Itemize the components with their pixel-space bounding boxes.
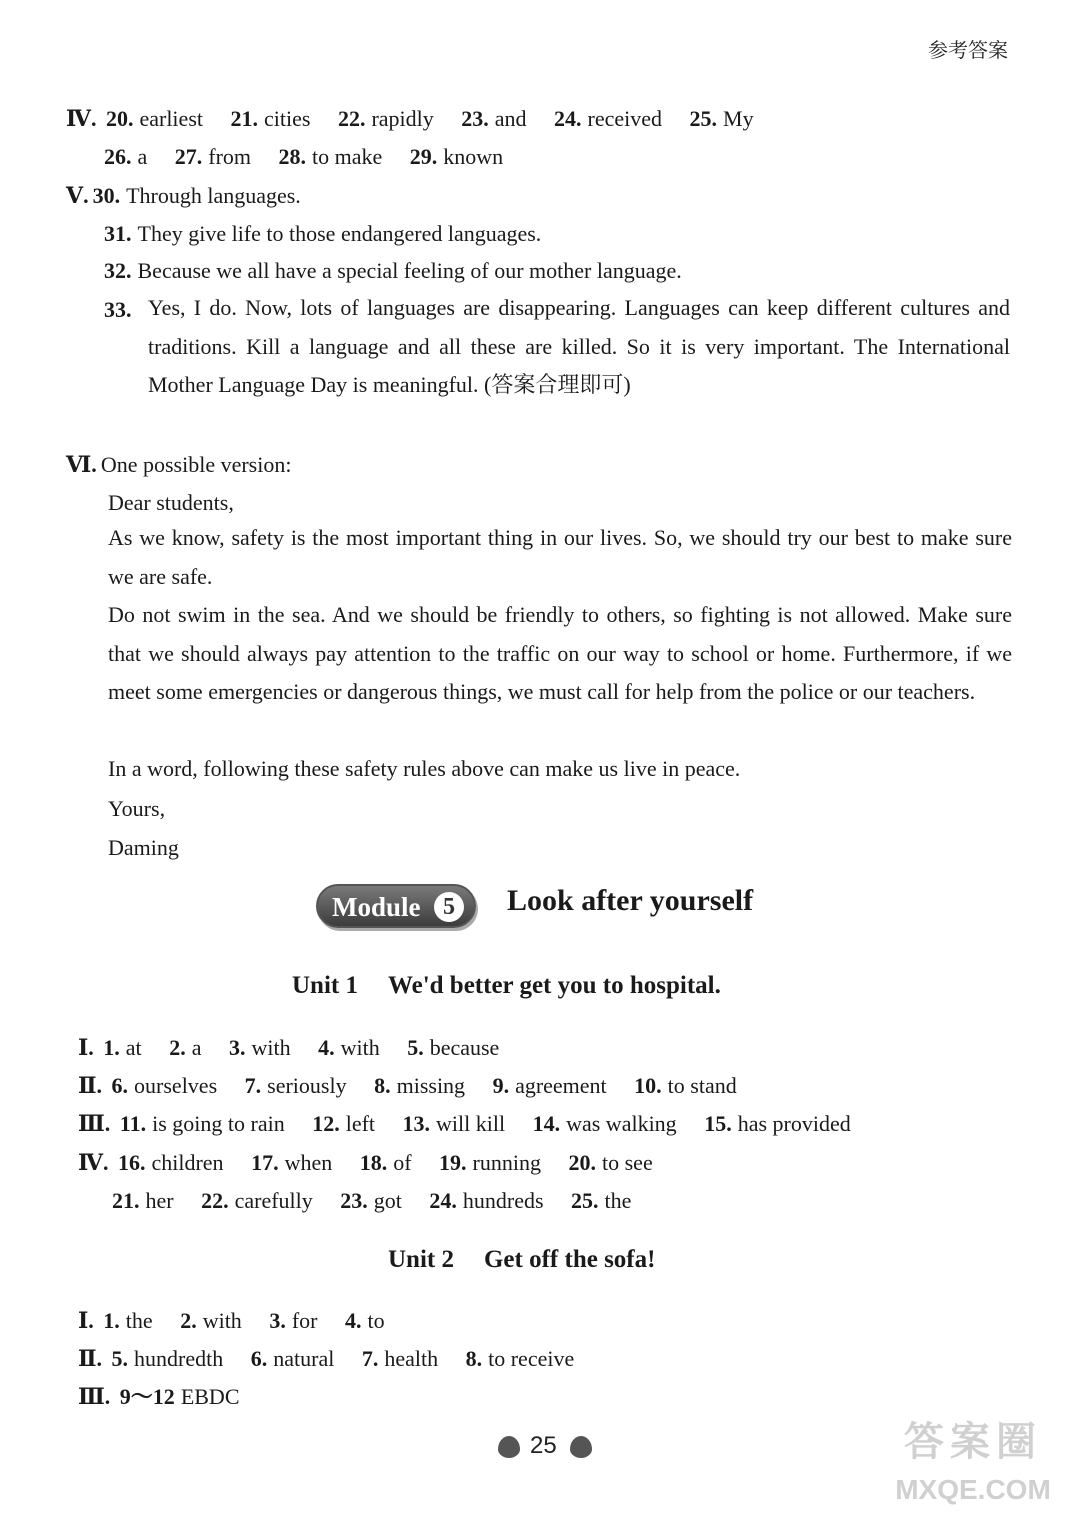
- section-4-line-2: [104, 144, 503, 170]
- section-6-intro: Ⅵ. One possible version:: [66, 452, 292, 477]
- unit-1-section-4-cont: 21. her 22. carefully 23. got 24. hundreds 25. the: [112, 1188, 632, 1213]
- roman-numeral: Ⅳ.: [66, 106, 97, 131]
- section-5-q31: 31. They give life to those endangered languages.: [104, 221, 542, 246]
- unit-title-text: Get off the sofa!: [483, 1246, 656, 1273]
- unit-2-section-1: Ⅰ. 1. the 2. with 3. for 4. to: [78, 1308, 385, 1333]
- page-number-text: 25: [530, 1432, 557, 1459]
- leaf-right-icon: [570, 1436, 592, 1458]
- letter-paragraph-2: Do not swim in the sea. And we should be friendly to others, so fighting is not allowed. Make sure that we should always pay attention to the traffic on our way to school or home. Furthermore, if we meet some emergencies or dangerous things, we must call for help from the police or our teachers.: [108, 602, 1012, 704]
- section-4-line-1: [66, 106, 754, 132]
- letter-paragraph-3: In a word, following these safety rules above can make us live in peace.: [108, 756, 741, 781]
- answer-item: 24. received: [554, 106, 663, 131]
- answer-item: 22. rapidly: [337, 106, 434, 131]
- answer-item: 28. to make: [278, 144, 383, 169]
- answer-item: 25. My: [689, 106, 754, 131]
- letter-closing: Yours,: [108, 796, 166, 821]
- module-badge: [316, 884, 476, 928]
- answer-item: 20. earliest: [105, 106, 203, 131]
- module-title: Look after yourself: [507, 884, 754, 917]
- unit-2-section-2: Ⅱ. 5. hundredth 6. natural 7. health 8. to receive: [78, 1346, 575, 1371]
- unit-label: Unit 2: [388, 1246, 454, 1273]
- unit-label: Unit 1: [292, 972, 358, 999]
- roman-numeral: Ⅵ.: [66, 452, 97, 477]
- unit-2-section-3: Ⅲ. 9～12 EBDC: [78, 1384, 240, 1409]
- unit-1-section-1: Ⅰ. 1. at 2. a 3. with 4. with 5. because: [78, 1035, 500, 1060]
- unit-1-section-2: Ⅱ. 6. ourselves 7. seriously 8. missing 9. agreement 10. to stand: [78, 1073, 737, 1098]
- roman-numeral: Ⅴ.: [66, 183, 89, 208]
- unit-2-heading: [388, 1246, 655, 1274]
- letter-greeting: Dear students,: [108, 490, 234, 515]
- section-5-q33-number: 33.: [104, 297, 132, 322]
- page-number: [496, 1432, 600, 1462]
- module-label: Module: [332, 892, 421, 922]
- answer-item: 29. known: [409, 144, 504, 169]
- watermark: [888, 1418, 1058, 1528]
- section-5-q32: 32. Because we all have a special feeling of our mother language.: [104, 258, 682, 283]
- unit-1-heading: [292, 972, 721, 1000]
- watermark-en: MXQE.COM: [895, 1474, 1051, 1505]
- page-header: 参考答案: [928, 38, 1008, 62]
- answer-item: 26. a: [104, 144, 148, 169]
- section-5-q33-text: Yes, I do. Now, lots of languages are disappearing. Languages can keep different cultures and traditions. Kill a language and all these are killed. So it is very important. The International Mother Language Day is meaningful. (答案合理即可): [148, 295, 1010, 397]
- watermark-cn: 答案圈: [904, 1420, 1042, 1464]
- module-number: 5: [434, 892, 464, 922]
- letter-paragraph-1: As we know, safety is the most important thing in our lives. So, we should try our best to make sure we are safe.: [108, 525, 1012, 589]
- letter-signature: Daming: [108, 835, 179, 860]
- answer-item: 27. from: [174, 144, 252, 169]
- section-5-q30: Ⅴ. 30. Through languages.: [66, 183, 301, 208]
- answer-item: 23. and: [461, 106, 527, 131]
- unit-1-section-4: Ⅳ. 16. children 17. when 18. of 19. running 20. to see: [78, 1150, 653, 1175]
- unit-1-section-3: Ⅲ. 11. is going to rain 12. left 13. will kill 14. was walking 15. has provided: [78, 1111, 851, 1136]
- answer-item: 21. cities: [230, 106, 311, 131]
- leaf-left-icon: [498, 1436, 520, 1458]
- unit-title-text: We'd better get you to hospital.: [387, 972, 721, 999]
